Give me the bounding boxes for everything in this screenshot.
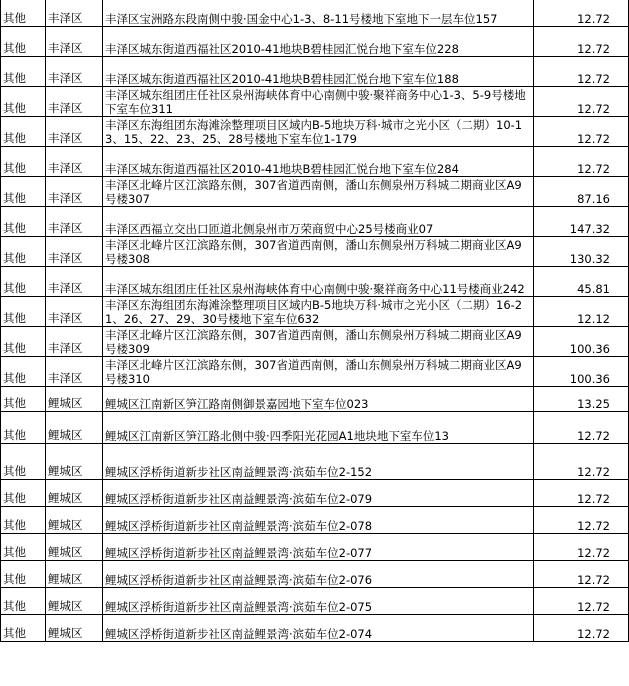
cell-c1: 其他 [1,207,46,237]
cell-c2: 丰泽区 [46,0,103,27]
cell-c4: 12.72 [534,27,629,57]
cell-c2: 丰泽区 [46,207,103,237]
cell-c3: 鲤城区浮桥街道新步社区南益鲤景湾·滨茹车位2-074 [103,615,534,642]
cell-c1: 其他 [1,327,46,357]
cell-c3: 丰泽区城东街道西福社区2010-41地块B碧桂园汇悦台地下室车位228 [103,27,534,57]
table-row [1,147,629,177]
cell-c3: 丰泽区北峰片区江滨路东侧，307省道西南侧，潘山东侧泉州万科城二期商业区A9号楼309 [103,327,534,357]
cell-c3: 鲤城区浮桥街道新步社区南益鲤景湾·滨茹车位2-152 [103,444,534,480]
cell-c3: 丰泽区北峰片区江滨路东侧，307省道西南侧，潘山东侧泉州万科城二期商业区A9号楼308 [103,237,534,267]
table-row [1,561,629,588]
cell-c3: 丰泽区东海组团东海滩涂整理项目区域内B-5地块万科·城市之光小区（二期）16-21、26、27、29、30号楼地下室车位632 [103,297,534,327]
cell-c4: 12.72 [534,87,629,117]
cell-c3: 丰泽区东海组团东海滩涂整理项目区域内B-5地块万科·城市之光小区（二期）10-13、15、22、23、25、28号楼地下室车位1-179 [103,117,534,147]
cell-c4: 12.72 [534,588,629,615]
cell-c2: 丰泽区 [46,297,103,327]
cell-c2: 鲤城区 [46,588,103,615]
cell-c1: 其他 [1,147,46,177]
table-row [1,57,629,87]
cell-c4: 87.16 [534,177,629,207]
table-row [1,177,629,207]
cell-c2: 丰泽区 [46,57,103,87]
table-row [1,0,629,27]
cell-c1: 其他 [1,387,46,412]
cell-c3: 丰泽区城东街道西福社区2010-41地块B碧桂园汇悦台地下室车位284 [103,147,534,177]
cell-c2: 鲤城区 [46,615,103,642]
cell-c1: 其他 [1,412,46,444]
property-table-body [1,0,629,642]
cell-c2: 鲤城区 [46,507,103,534]
cell-c1: 其他 [1,561,46,588]
table-row [1,480,629,507]
cell-c4: 12.72 [534,561,629,588]
cell-c1: 其他 [1,27,46,57]
cell-c4: 12.72 [534,534,629,561]
cell-c1: 其他 [1,297,46,327]
cell-c3: 鲤城区浮桥街道新步社区南益鲤景湾·滨茹车位2-078 [103,507,534,534]
cell-c2: 丰泽区 [46,237,103,267]
cell-c1: 其他 [1,87,46,117]
table-row [1,267,629,297]
cell-c3: 鲤城区江南新区笋江路北侧中骏·四季阳光花园A1地块地下室车位13 [103,412,534,444]
table-row [1,615,629,642]
table-row [1,444,629,480]
cell-c4: 12.72 [534,147,629,177]
cell-c3: 丰泽区城东组团庄任社区泉州海峡体育中心南侧中骏·聚祥商务中心1-3、5-9号楼地下室车位311 [103,87,534,117]
cell-c2: 鲤城区 [46,534,103,561]
cell-c4: 12.72 [534,412,629,444]
cell-c1: 其他 [1,177,46,207]
cell-c4: 12.72 [534,615,629,642]
cell-c4: 12.72 [534,480,629,507]
table-row [1,117,629,147]
cell-c4: 13.25 [534,387,629,412]
cell-c4: 100.36 [534,357,629,387]
cell-c3: 鲤城区江南新区笋江路南侧御景嘉园地下室车位023 [103,387,534,412]
cell-c3: 丰泽区北峰片区江滨路东侧，307省道西南侧，潘山东侧泉州万科城二期商业区A9号楼307 [103,177,534,207]
cell-c3: 鲤城区浮桥街道新步社区南益鲤景湾·滨茹车位2-079 [103,480,534,507]
table-row [1,357,629,387]
table-row [1,507,629,534]
cell-c2: 鲤城区 [46,561,103,588]
cell-c2: 丰泽区 [46,147,103,177]
cell-c2: 丰泽区 [46,327,103,357]
cell-c1: 其他 [1,615,46,642]
cell-c1: 其他 [1,267,46,297]
table-row [1,412,629,444]
cell-c1: 其他 [1,480,46,507]
cell-c1: 其他 [1,507,46,534]
cell-c1: 其他 [1,588,46,615]
cell-c4: 100.36 [534,327,629,357]
cell-c4: 12.12 [534,297,629,327]
cell-c2: 鲤城区 [46,387,103,412]
cell-c4: 12.72 [534,117,629,147]
table-row [1,207,629,237]
cell-c4: 12.72 [534,507,629,534]
cell-c3: 鲤城区浮桥街道新步社区南益鲤景湾·滨茹车位2-075 [103,588,534,615]
cell-c1: 其他 [1,237,46,267]
cell-c1: 其他 [1,0,46,27]
cell-c1: 其他 [1,117,46,147]
cell-c4: 45.81 [534,267,629,297]
cell-c3: 丰泽区城东街道西福社区2010-41地块B碧桂园汇悦台地下室车位188 [103,57,534,87]
cell-c4: 147.32 [534,207,629,237]
table-row [1,588,629,615]
cell-c2: 鲤城区 [46,412,103,444]
cell-c2: 鲤城区 [46,480,103,507]
cell-c2: 丰泽区 [46,117,103,147]
cell-c1: 其他 [1,357,46,387]
cell-c1: 其他 [1,444,46,480]
cell-c4: 12.72 [534,0,629,27]
table-row [1,27,629,57]
table-row [1,387,629,412]
cell-c2: 丰泽区 [46,177,103,207]
cell-c1: 其他 [1,534,46,561]
cell-c3: 鲤城区浮桥街道新步社区南益鲤景湾·滨茹车位2-076 [103,561,534,588]
cell-c4: 130.32 [534,237,629,267]
cell-c2: 丰泽区 [46,27,103,57]
cell-c2: 丰泽区 [46,357,103,387]
table-row [1,237,629,267]
cell-c2: 丰泽区 [46,87,103,117]
cell-c3: 丰泽区城东组团庄任社区泉州海峡体育中心南侧中骏·聚祥商务中心11号楼商业242 [103,267,534,297]
cell-c3: 丰泽区宝洲路东段南侧中骏·国金中心1-3、8-11号楼地下室地下一层车位157 [103,0,534,27]
cell-c3: 鲤城区浮桥街道新步社区南益鲤景湾·滨茹车位2-077 [103,534,534,561]
cell-c3: 丰泽区西福立交出口匝道北侧泉州市万荣商贸中心25号楼商业07 [103,207,534,237]
table-row [1,534,629,561]
cell-c4: 12.72 [534,444,629,480]
cell-c2: 鲤城区 [46,444,103,480]
table-row [1,327,629,357]
table-row [1,297,629,327]
cell-c4: 12.72 [534,57,629,87]
table-row [1,87,629,117]
cell-c3: 丰泽区北峰片区江滨路东侧，307省道西南侧，潘山东侧泉州万科城二期商业区A9号楼310 [103,357,534,387]
cell-c2: 丰泽区 [46,267,103,297]
cell-c1: 其他 [1,57,46,87]
